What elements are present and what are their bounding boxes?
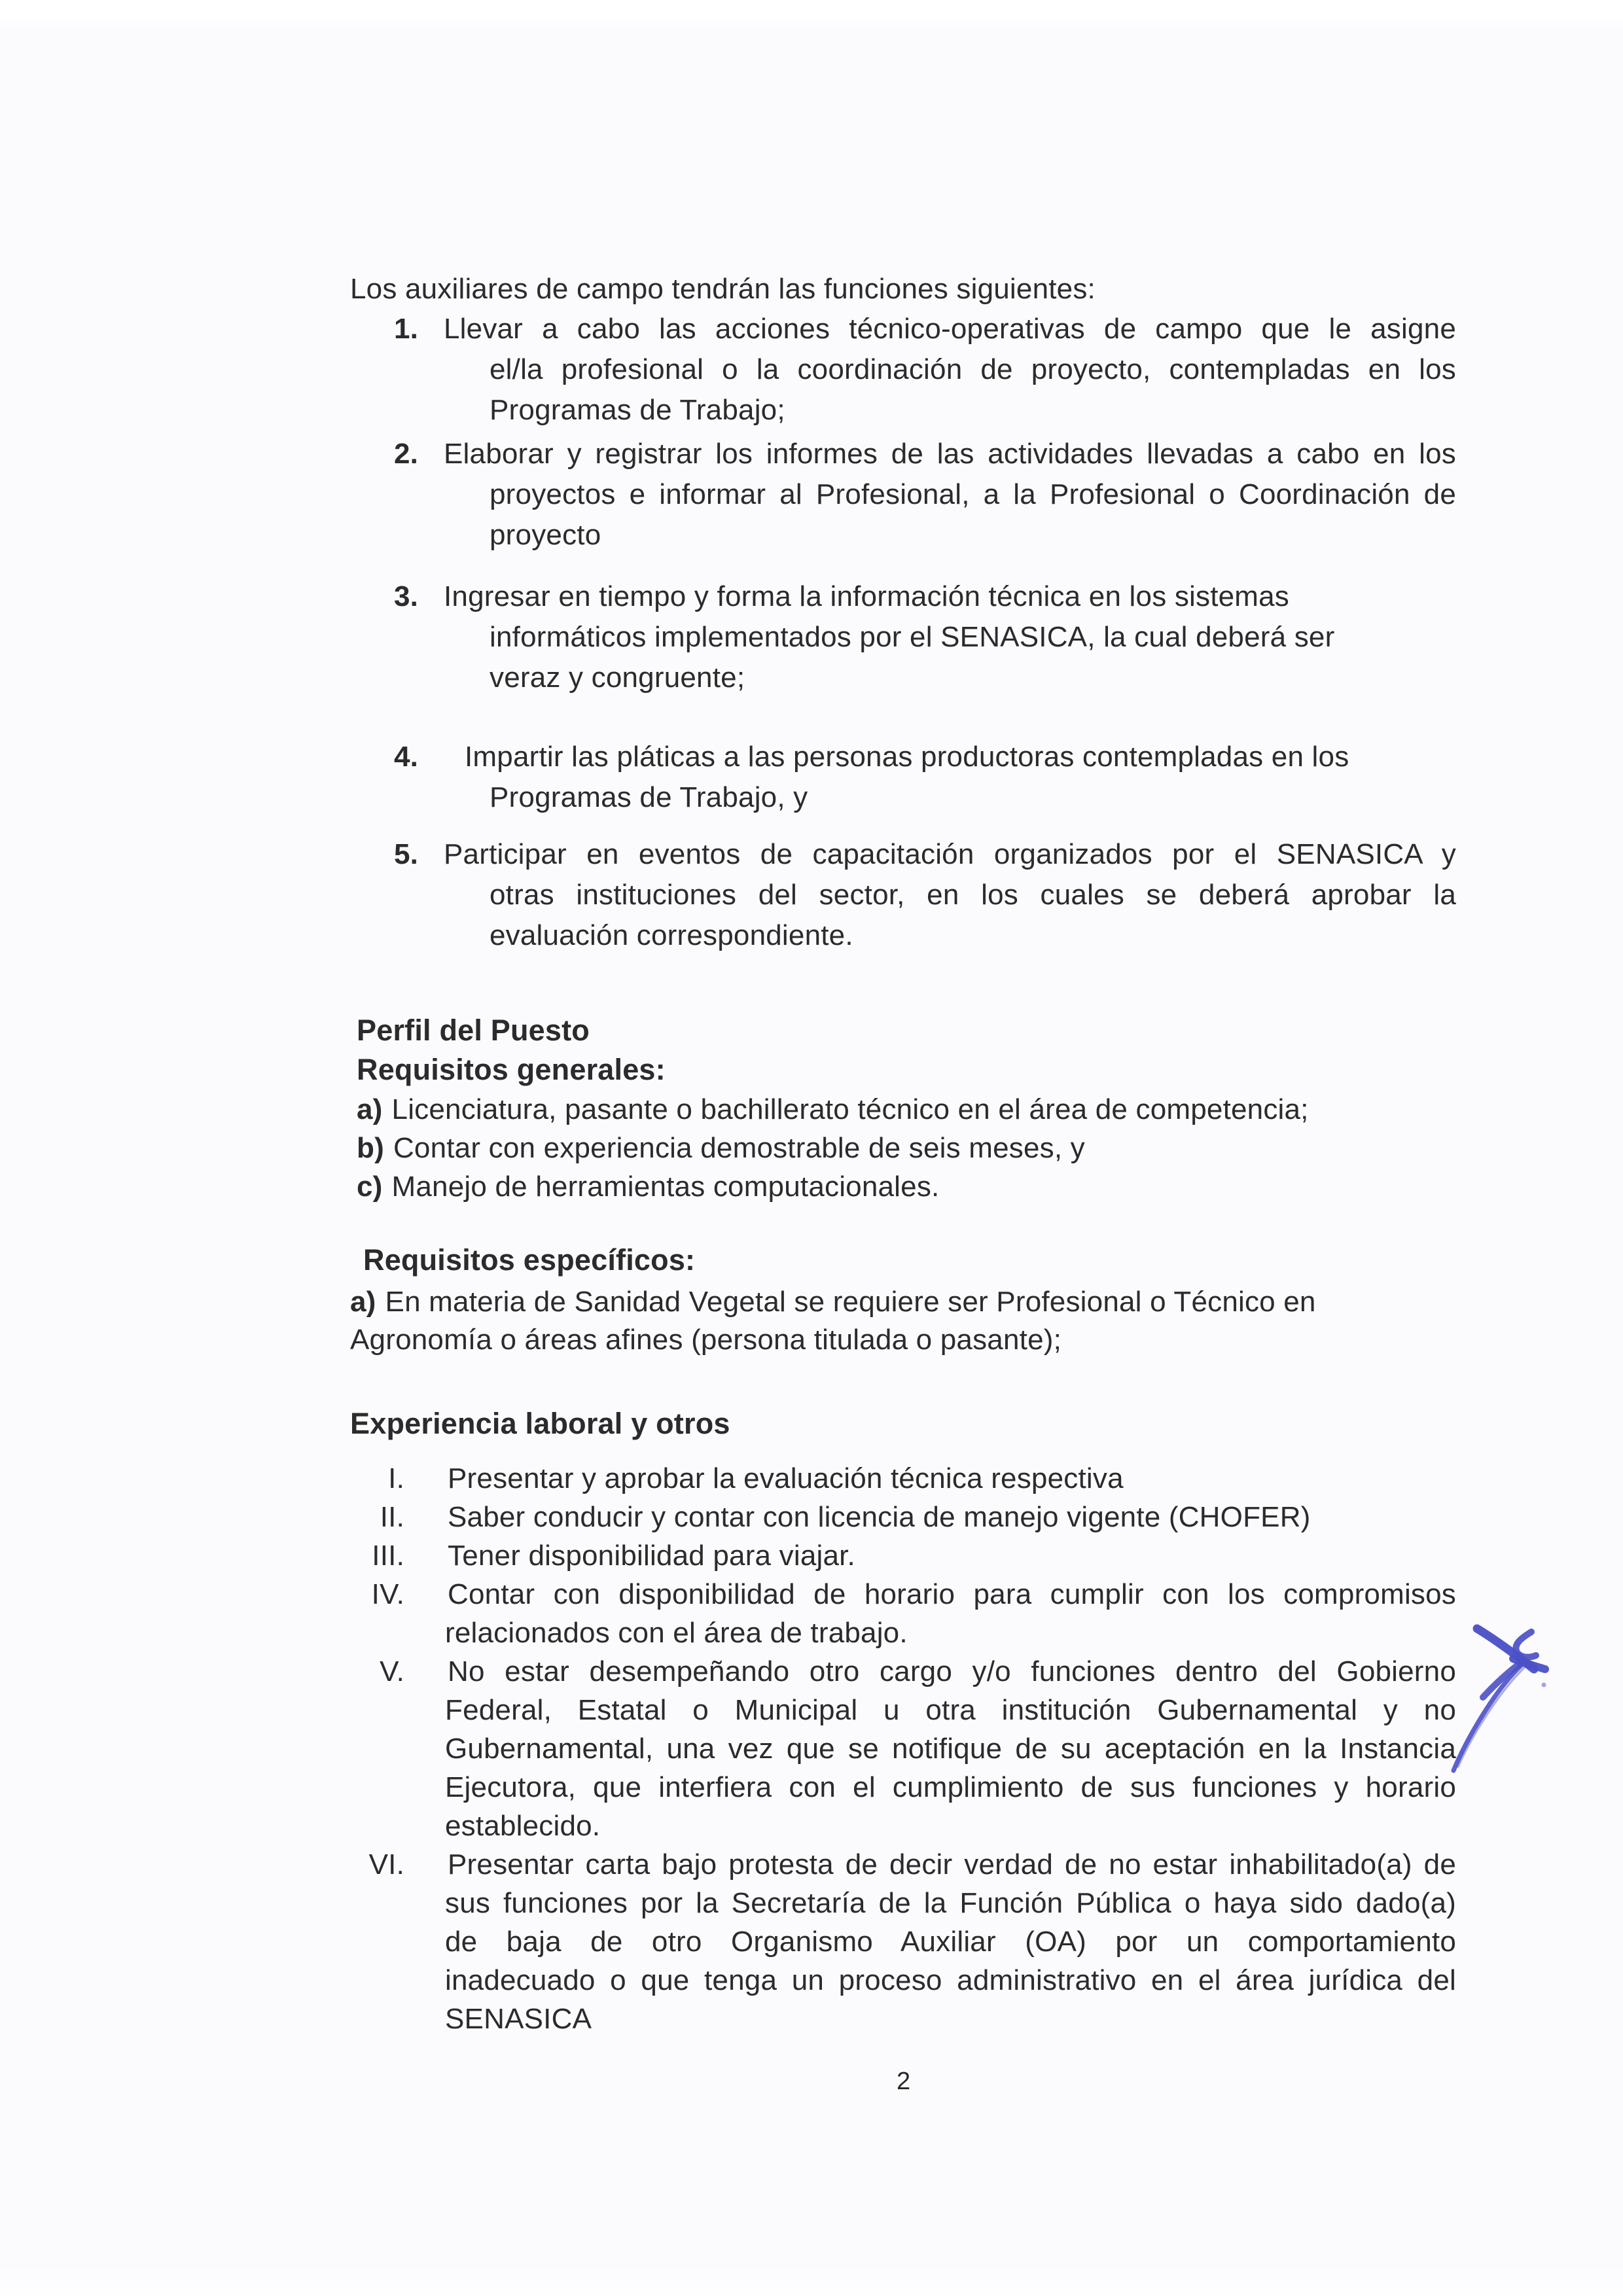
text-line: proyectos e informar al Profesional, a la Profesional o Coordinación de: [490, 478, 1456, 510]
text-line: Participar en eventos de capacitación organizados por el SENASICA y: [444, 838, 1456, 870]
text-line: de baja de otro Organismo Auxiliar (OA) por un comportamiento: [445, 1926, 1456, 1958]
item-marker: 2.: [394, 438, 419, 470]
list-item: [347, 1459, 1456, 1498]
requirement-line: [357, 1167, 1456, 1206]
text-line: inadecuado o que tenga un proceso administrativo en el área jurídica del: [445, 1964, 1456, 1996]
text-line: Contar con experiencia demostrable de seis meses, y: [393, 1132, 1085, 1164]
text-line: evaluación correspondiente.: [490, 919, 853, 951]
text-line: Federal, Estatal o Municipal u otra institución Gubernamental y no: [445, 1694, 1456, 1726]
item-prefix: b): [357, 1132, 384, 1164]
text-line: Contar con disponibilidad de horario para cumplir con los compromisos: [448, 1578, 1456, 1610]
requirement-line: [350, 1283, 1456, 1321]
list-item: [347, 1575, 1456, 1652]
text-line: En materia de Sanidad Vegetal se requiere ser Profesional o Técnico en: [385, 1286, 1316, 1318]
text-line: relacionados con el área de trabajo.: [445, 1617, 908, 1649]
item-marker: 4.: [394, 741, 419, 773]
item-marker: 5.: [394, 838, 419, 870]
item-marker: III.: [372, 1540, 404, 1572]
text-line: sus funciones por la Secretaría de la Función Pública o haya sido dado(a): [445, 1887, 1456, 1919]
list-item: [347, 309, 1456, 431]
text-line: Saber conducir y contar con licencia de manejo vigente (CHOFER): [448, 1501, 1311, 1533]
general-requirements-list: [357, 1090, 1456, 1206]
text-line: Elaborar y registrar los informes de las actividades llevadas a cabo en los: [444, 438, 1456, 470]
text-line: proyecto: [490, 519, 601, 551]
experience-roman-list: [347, 1459, 1456, 2038]
section-heading-requisitos-generales: Requisitos generales:: [357, 1053, 666, 1086]
item-marker: VI.: [368, 1848, 404, 1881]
list-item: [347, 834, 1456, 956]
item-marker: I.: [388, 1462, 404, 1494]
list-item: [347, 1498, 1456, 1536]
section-heading-requisitos-especificos: Requisitos específicos:: [363, 1243, 696, 1277]
text-line: Gubernamental, una vez que se notifique de su aceptación en la Instancia: [445, 1733, 1456, 1765]
functions-numbered-list: [347, 309, 1456, 956]
section-heading-experiencia-laboral: Experiencia laboral y otros: [350, 1407, 730, 1440]
text-line: establecido.: [445, 1810, 601, 1842]
item-prefix: c): [357, 1171, 383, 1203]
item-prefix: a): [350, 1286, 376, 1318]
list-item: [347, 1845, 1456, 2038]
text-line: Impartir las pláticas a las personas productoras contempladas en los: [465, 741, 1349, 773]
item-marker: V.: [380, 1655, 404, 1687]
text-line: Presentar y aprobar la evaluación técnica respectiva: [448, 1462, 1124, 1494]
item-marker: IV.: [371, 1578, 404, 1610]
text-line: Manejo de herramientas computacionales.: [391, 1171, 940, 1203]
item-prefix: a): [357, 1093, 383, 1125]
section-heading-perfil-del-puesto: Perfil del Puesto: [357, 1014, 590, 1047]
text-line: Llevar a cabo las acciones técnico-operativas de campo que le asigne: [444, 313, 1456, 345]
text-line: Programas de Trabajo, y: [490, 781, 808, 813]
text-line: Programas de Trabajo;: [490, 394, 785, 426]
text-line: No estar desempeñando otro cargo y/o funciones dentro del Gobierno: [448, 1655, 1456, 1687]
text-line: otras instituciones del sector, en los cuales se deberá aprobar la: [490, 879, 1456, 911]
text-line: Licenciatura, pasante o bachillerato técnico en el área de competencia;: [391, 1093, 1309, 1125]
text-line: Ingresar en tiempo y forma la información técnica en los sistemas: [444, 580, 1290, 612]
text-line: Agronomía o áreas afines (persona titulada o pasante);: [350, 1324, 1062, 1356]
list-item: [347, 434, 1456, 556]
requirement-line: [357, 1129, 1456, 1167]
specific-requirements: [350, 1283, 1456, 1359]
list-item: [347, 1536, 1456, 1575]
item-marker: 3.: [394, 580, 419, 612]
text-line: SENASICA: [445, 2003, 592, 2035]
list-item: [347, 1652, 1456, 1845]
intro-paragraph: Los auxiliares de campo tendrán las funciones siguientes:: [350, 273, 1096, 305]
item-marker: II.: [380, 1501, 404, 1533]
text-line: veraz y congruente;: [490, 662, 745, 694]
requirement-line: [357, 1090, 1456, 1129]
list-item: [347, 576, 1456, 698]
list-item: [347, 737, 1456, 818]
text-line: informáticos implementados por el SENASICA, la cual deberá ser: [490, 621, 1335, 653]
text-line: Tener disponibilidad para viajar.: [448, 1540, 855, 1572]
text-line: Ejecutora, que interfiera con el cumplimiento de sus funciones y horario: [445, 1771, 1456, 1803]
text-line: Presentar carta bajo protesta de decir verdad de no estar inhabilitado(a) de: [448, 1848, 1456, 1881]
text-line: el/la profesional o la coordinación de proyecto, contempladas en los: [490, 353, 1456, 385]
page-number: 2: [897, 2068, 911, 2095]
item-marker: 1.: [394, 313, 419, 345]
